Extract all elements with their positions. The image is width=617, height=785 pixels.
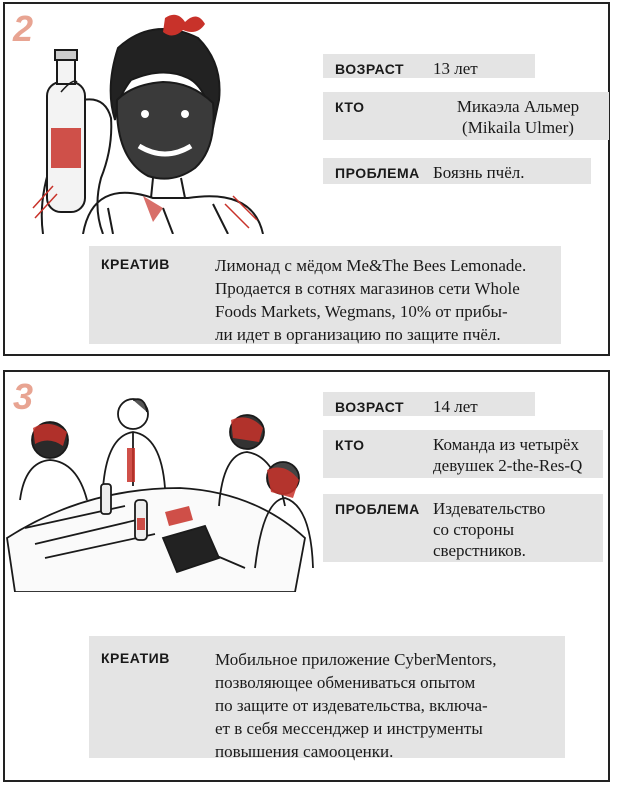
problem-line: сверстников. bbox=[433, 541, 526, 560]
who-value bbox=[433, 96, 603, 138]
problem-value bbox=[433, 498, 545, 561]
age-label: ВОЗРАСТ bbox=[335, 61, 405, 77]
problem-value: Боязнь пчёл. bbox=[433, 163, 525, 182]
problem-label: ПРОБЛЕМА bbox=[335, 165, 420, 181]
creative-line: Foods Markets, Wegmans, 10% от прибы- bbox=[215, 302, 508, 321]
creative-line: ли идет в организацию по защите пчёл. bbox=[215, 325, 501, 344]
profile-card-3 bbox=[3, 370, 610, 782]
age-field bbox=[323, 392, 535, 416]
who-line: Микаэла Альмер bbox=[456, 97, 580, 116]
creative-field bbox=[89, 636, 565, 761]
age-value: 14 лет bbox=[433, 397, 478, 416]
problem-field bbox=[323, 494, 603, 562]
creative-text bbox=[215, 648, 497, 763]
who-field bbox=[323, 92, 609, 140]
problem-line: со стороны bbox=[433, 520, 515, 539]
creative-line: Мобильное приложение CyberMentors, bbox=[215, 650, 497, 669]
problem-label: ПРОБЛЕМА bbox=[335, 501, 420, 517]
problem-line: Издевательство bbox=[433, 499, 546, 518]
card-number: 3 bbox=[13, 376, 34, 417]
creative-label: КРЕАТИВ bbox=[101, 256, 170, 272]
creative-text bbox=[215, 254, 526, 346]
who-line: девушек 2-the-Res-Q bbox=[433, 456, 583, 475]
age-field bbox=[323, 54, 535, 78]
who-field bbox=[323, 430, 603, 478]
who-label: КТО bbox=[335, 437, 365, 453]
who-value bbox=[433, 434, 582, 476]
who-label: КТО bbox=[335, 99, 365, 115]
who-line: (Mikaila Ulmer) bbox=[462, 118, 574, 137]
creative-line: повышения самооценки. bbox=[215, 742, 394, 761]
who-line: Команда из четырёх bbox=[433, 435, 579, 454]
team-meeting-illustration bbox=[5, 388, 315, 592]
creative-line: Продается в сотнях магазинов сети Whole bbox=[215, 279, 520, 298]
problem-field bbox=[323, 158, 591, 184]
creative-field bbox=[89, 246, 561, 344]
age-label: ВОЗРАСТ bbox=[335, 399, 405, 415]
creative-line: ет в себя мессенджер и инструменты bbox=[215, 719, 483, 738]
profile-card-2 bbox=[3, 2, 610, 356]
creative-line: по защите от издевательства, включа- bbox=[215, 696, 488, 715]
creative-line: позволяющее обмениваться опытом bbox=[215, 673, 476, 692]
girl-with-lemonade-illustration bbox=[13, 8, 271, 234]
age-value: 13 лет bbox=[433, 59, 478, 78]
creative-line: Лимонад с мёдом Me&The Bees Lemonade. bbox=[215, 256, 527, 275]
card-number: 2 bbox=[13, 8, 34, 49]
creative-label: КРЕАТИВ bbox=[101, 650, 170, 666]
